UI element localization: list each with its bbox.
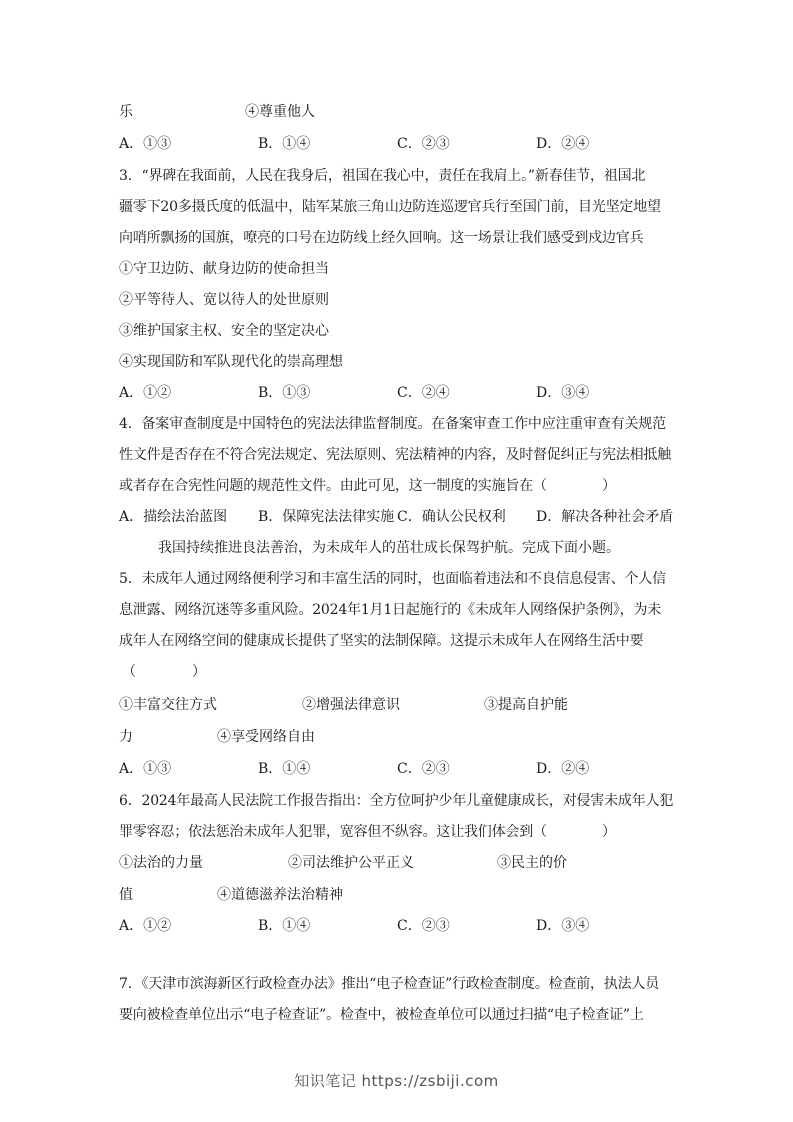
q6-item-4: ④道德滋养法治精神 [217, 887, 343, 903]
q5-stem-line-2: 息泄露、网络沉迷等多重风险。2024年1月1日起施行的《未成年人网络保护条例》，为未 [119, 602, 662, 618]
q6-option-d[interactable]: D．③④ [536, 918, 590, 934]
q2-option-c[interactable]: C．②③ [397, 136, 450, 152]
q5-option-a[interactable]: A．①③ [119, 761, 172, 777]
q5-item-3: ③提高自护能 [484, 697, 568, 713]
q5-item-2: ②增强法律意识 [302, 697, 400, 713]
q2-option-a[interactable]: A．①③ [119, 136, 172, 152]
q7-stem-line-2: 要向被检查单位出示“电子检查证”。检查中，被检查单位可以通过扫描“电子检查证”上 [119, 1007, 644, 1023]
q3-stem-line-2: 疆零下20多摄氏度的低温中，陆军某旅三角山边防连巡逻官兵行至国门前，目光坚定地望 [119, 199, 661, 215]
q4-option-a[interactable]: A．描绘法治蓝图 [119, 509, 228, 525]
q6-item-1: ①法治的力量 [119, 855, 203, 871]
q5-item-4: ④享受网络自由 [217, 729, 315, 745]
q2-item-tail-left: 乐 [119, 104, 133, 120]
q6-option-a[interactable]: A．①② [119, 918, 172, 934]
q4-stem-line-1: 4．备案审查制度是中国特色的宪法法律监督制度。在备案审查工作中应注重审查有关规范 [119, 416, 666, 432]
q6-option-c[interactable]: C．②③ [397, 918, 450, 934]
q6-item-3: ③民主的价 [497, 855, 567, 871]
q2-item-4: ④尊重他人 [245, 104, 315, 120]
q6-item-2: ②司法维护公平正义 [288, 855, 414, 871]
q3-option-d[interactable]: D．③④ [536, 385, 590, 401]
q2-option-b[interactable]: B．①④ [258, 136, 311, 152]
q5-option-c[interactable]: C．②③ [397, 761, 450, 777]
q4-option-b[interactable]: B．保障宪法法律实施 [258, 509, 395, 525]
q3-option-c[interactable]: C．②④ [397, 385, 450, 401]
q3-item-2: ②平等待人、宽以待人的处世原则 [119, 292, 329, 308]
q3-option-a[interactable]: A．①② [119, 385, 172, 401]
footer-watermark: 知识笔记 https://zsbiji.com [294, 1072, 499, 1090]
q3-option-b[interactable]: B．①③ [258, 385, 311, 401]
q2-option-d[interactable]: D．②④ [536, 136, 590, 152]
q5-option-d[interactable]: D．②④ [536, 761, 590, 777]
q4-stem-line-2: 性文件是否存在不符合宪法规定、宪法原则、宪法精神的内容，及时督促纠正与宪法相抵触 [119, 447, 671, 463]
q5-answer-blank: （ ） [122, 664, 206, 680]
q3-item-1: ①守卫边防、献身边防的使命担当 [119, 261, 329, 277]
q3-item-3: ③维护国家主权、安全的坚定决心 [119, 323, 329, 339]
q4-stem-line-3: 或者存在合宪性问题的规范性文件。由此可见，这一制度的实施旨在（ ） [119, 478, 616, 494]
q3-stem-line-1: 3．“界碑在我面前，人民在我身后，祖国在我心中，责任在我肩上。”新春佳节，祖国北 [119, 168, 646, 184]
q3-item-4: ④实现国防和军队现代化的崇高理想 [119, 354, 343, 370]
q6-item-3-cont: 值 [119, 887, 133, 903]
q4-option-c[interactable]: C．确认公民权利 [397, 509, 506, 525]
group-intro: 我国持续推进良法善治，为未成年人的茁壮成长保驾护航。完成下面小题。 [158, 540, 620, 556]
q7-stem-line-1: 7．《天津市滨海新区行政检查办法》推出“电子检查证”行政检查制度。检查前，执法人员 [119, 976, 660, 992]
q4-option-d[interactable]: D．解决各种社会矛盾 [536, 509, 674, 525]
q3-stem-line-3: 向哨所飘扬的国旗，嘹亮的口号在边防线上经久回响。这一场景让我们感受到戍边官兵 [119, 230, 644, 246]
q5-item-1: ①丰富交往方式 [119, 697, 217, 713]
q5-stem-line-3: 成年人在网络空间的健康成长提供了坚实的法制保障。这提示未成年人在网络生活中要 [119, 633, 644, 649]
q5-option-b[interactable]: B．①④ [258, 761, 311, 777]
q5-stem-line-1: 5．未成年人通过网络便利学习和丰富生活的同时，也面临着违法和不良信息侵害、个人信 [119, 571, 666, 587]
q6-stem-line-1: 6．2024年最高人民法院工作报告指出：全方位呵护少年儿童健康成长，对侵害未成年人犯 [119, 793, 674, 809]
q6-stem-line-2: 罪零容忍；依法惩治未成年人犯罪，宽容但不纵容。这让我们体会到（ ） [119, 824, 616, 840]
q5-item-3-cont: 力 [119, 729, 133, 745]
q6-option-b[interactable]: B．①④ [258, 918, 311, 934]
